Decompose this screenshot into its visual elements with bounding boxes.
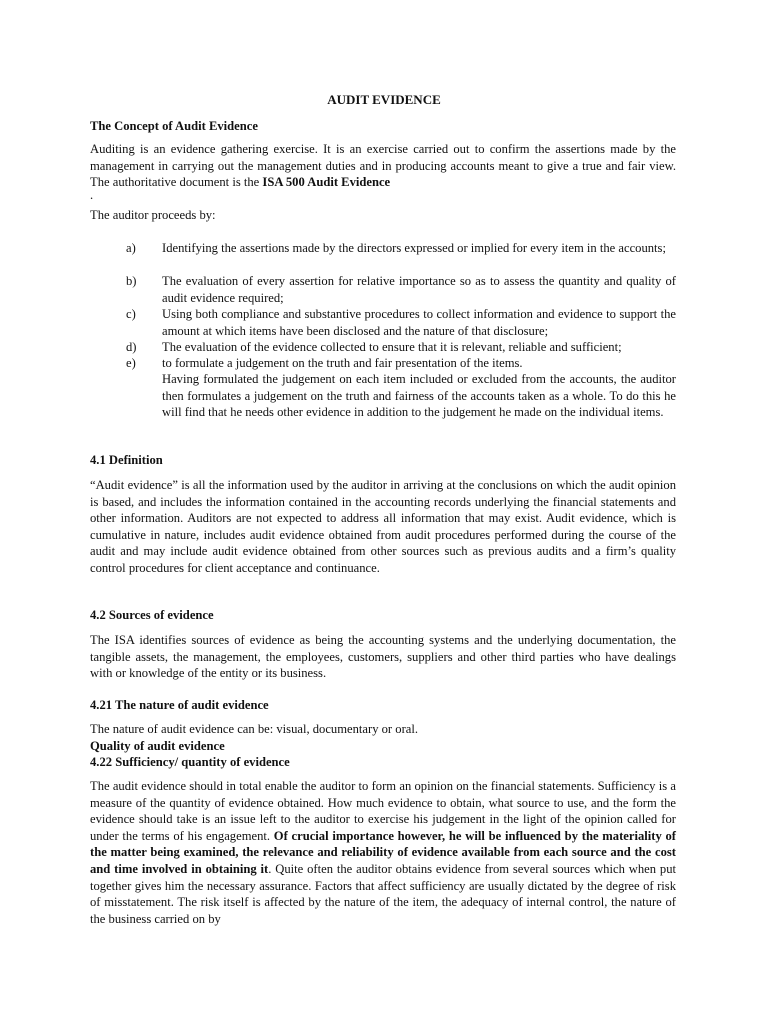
list-marker: b) xyxy=(126,274,137,288)
nature-heading: 4.21 The nature of audit evidence xyxy=(90,698,269,712)
sufficiency-paragraph xyxy=(90,778,676,927)
concept-text: Auditing is an evidence gathering exercise. It is an exercise carried out to confirm the assertions made by the management in carrying out the management duties and in producing accounts meant to give a true and fair view. The authoritative document is the xyxy=(90,142,676,190)
document-title: AUDIT EVIDENCE xyxy=(327,92,441,107)
sufficiency-text: The audit evidence should in total enable the auditor to form an opinion on the financial statements. Sufficiency is a measure of the quantity of evidence obtained. How much evidence to obtain, what source to use, and the form the evidence should take is an issue left to the auditor to exercise his judgement in the light of the opinion called for under the terms of his engagement. xyxy=(90,779,676,843)
quality-heading: Quality of audit evidence xyxy=(90,739,225,753)
list-item-text: The evaluation of the evidence collected to ensure that it is relevant, reliable and sufficient; xyxy=(162,340,622,354)
sufficiency-emphasis: Of crucial importance however, he will be influenced by the materiality of the matter being examined, the relevance and reliability of evidence available from each source and the cost and time involved in obtaining it xyxy=(90,828,676,876)
proceeds-text: The auditor proceeds by: xyxy=(90,208,216,222)
sources-text: The ISA identifies sources of evidence as being the accounting systems and the underlying documentation, the tangible assets, the management, the employees, customers, suppliers and other third parties who have dealings with or knowledge of the entity or its business. xyxy=(90,633,676,681)
list-item-text: Using both compliance and substantive procedures to collect information and evidence to support the amount at which items have been disclosed and the nature of that disclosure; xyxy=(162,307,676,338)
sufficiency-text-continued: . Quite often the auditor obtains evidence from several sources which when put together gives him the necessary assurance. Factors that affect sufficiency are usually dictated by the degree of risk of misstatement. The risk itself is affected by the nature of the item, the adequacy of internal control, the nature of the business carried on by xyxy=(90,861,676,926)
nature-text: The nature of audit evidence can be: visual, documentary or oral. xyxy=(90,722,419,736)
concept-heading: The Concept of Audit Evidence xyxy=(90,119,258,133)
sources-heading: 4.2 Sources of evidence xyxy=(90,608,214,622)
list-item-text: to formulate a judgement on the truth and fair presentation of the items. xyxy=(162,356,523,370)
list-item-text: The evaluation of every assertion for relative importance so as to assess the quantity and quality of audit evidence required; xyxy=(162,274,676,305)
list-marker: e) xyxy=(126,356,136,370)
concept-isa-reference: ISA 500 Audit Evidence xyxy=(262,175,391,190)
sufficiency-heading: 4.22 Sufficiency/ quantity of evidence xyxy=(90,755,290,769)
list-marker: a) xyxy=(126,241,136,255)
list-item-text: Identifying the assertions made by the directors expressed or implied for every item in the accounts; xyxy=(162,241,666,255)
concept-paragraph xyxy=(90,141,676,191)
concept-dot: . xyxy=(90,188,94,202)
definition-text: “Audit evidence” is all the information used by the auditor in arriving at the conclusions on which the audit opinion is based, and includes the information contained in the accounting records underlying the financial statements and other information. Auditors are not expected to address all information that may exist. Audit evidence, which is cumulative in nature, includes audit evidence obtained from audit procedures performed during the course of the audit and may include audit evidence obtained from other sources such as previous audits and a firm’s quality control procedures for client acceptance and continuance. xyxy=(90,478,676,575)
list-marker: c) xyxy=(126,307,136,321)
list-marker: d) xyxy=(126,340,137,354)
definition-heading: 4.1 Definition xyxy=(90,453,163,467)
list-conclusion: Having formulated the judgement on each item included or excluded from the accounts, the auditor then formulates a judgement on the truth and fairness of the accounts taken as a whole. To do this he will find that he needs other evidence in addition to the judgement he made on the individual items. xyxy=(162,372,676,420)
